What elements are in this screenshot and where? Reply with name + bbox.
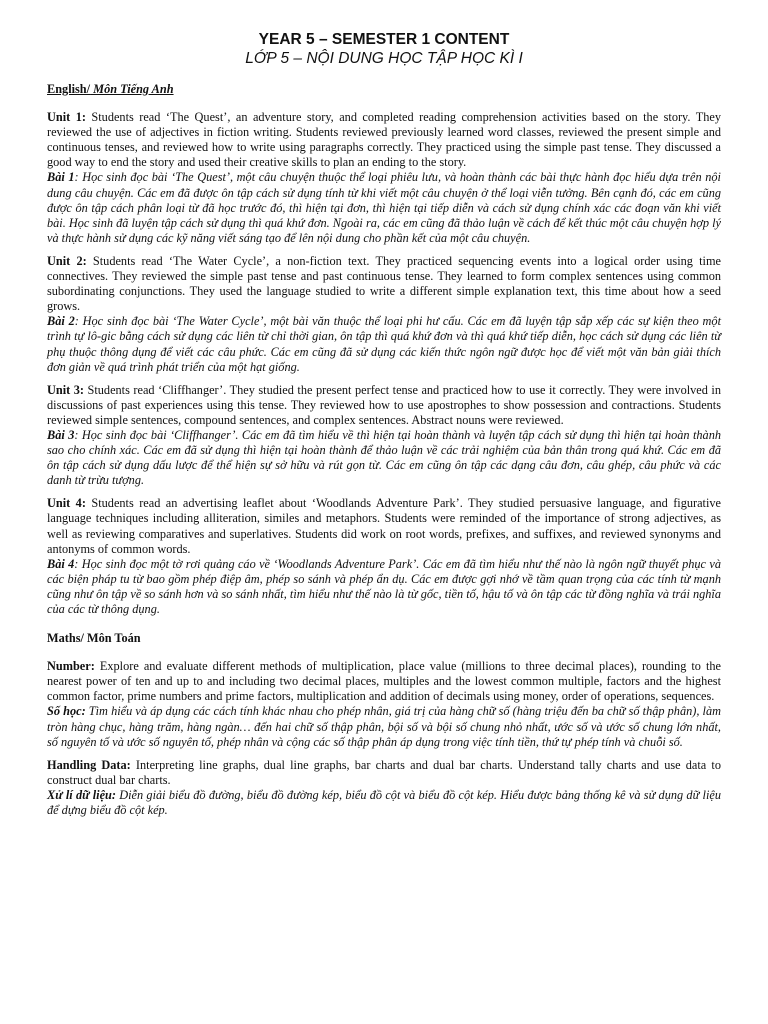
handling-data-label: Handling Data: [47, 757, 131, 772]
document-title-vietnamese: LỚP 5 – NỘI DUNG HỌC TẬP HỌC KÌ I [245, 50, 523, 67]
english-section-heading [47, 82, 721, 97]
unit-1-english-text [47, 110, 721, 170]
unit-2-description: Students read ‘The Water Cycle’, a non-fiction text. They practiced sequencing events into a logical order using time connectives. They reviewed the simple past tense and past continuous tense. They learned to form complex sentences using common subordinating conjunctions. They used the language studied to write a different simple explanation text, this time about how a seed grows. [47, 253, 721, 314]
number-label: Number: [47, 659, 95, 674]
unit-1-description: Students read ‘The Quest’, an adventure story, and completed reading comprehension activities based on the story. They reviewed the use of adjectives in fiction writing. Students reviewed previously learned word classes, reviewed the present simple and continuous tenses, and reviewed how to write using paragraphs correctly. They practiced using the simple past tense. They discussed a good way to end the story and used their creative skills to plan an ending to the story. [47, 110, 721, 170]
unit-3-label-vi: Bài 3 [47, 427, 75, 442]
maths-handling-data-topic [47, 758, 721, 818]
unit-2-english-text [47, 254, 721, 314]
handling-data-english-text [47, 758, 721, 788]
unit-2-label-vi: Bài 2 [47, 314, 75, 329]
unit-4-vietnamese-text [47, 557, 721, 617]
unit-4-label: Unit 4: [47, 496, 86, 511]
unit-2-label: Unit 2: [47, 253, 87, 268]
handling-data-description: Interpreting line graphs, dual line graphs, bar charts and dual bar charts. Understand tally charts and use data to construct dual bar charts. [47, 757, 721, 787]
english-unit-4 [47, 496, 721, 617]
unit-4-description-vi: : Học sinh đọc một tờ rơi quảng cáo về ‘Woodlands Adventure Park’. Các em đã tìm hiểu như thế nào là ngôn ngữ thuyết phục và các biện pháp tu từ bao gồm phép điệp âm, phép so sánh và phép ẩn dụ. Các em được gợi nhớ về tầm quan trọng của các tính từ mạnh cũng như ôn tập về so sánh hơn và so sánh nhất, tìm hiểu như thế nào là từ gốc, tiền tố, hậu tố và ôn tập các từ đồng nghĩa và trái nghĩa của các từ thông dụng. [47, 556, 721, 616]
number-vietnamese-text [47, 704, 721, 749]
unit-4-english-text [47, 496, 721, 556]
handling-data-label-vi: Xử lí dữ liệu: [47, 787, 116, 802]
english-unit-1 [47, 110, 721, 246]
handling-data-description-vi: Diễn giải biểu đồ đường, biểu đồ đường kép, biểu đồ cột và biểu đồ cột kép. Hiểu được bảng thống kê và sử dụng dữ liệu để dựng biểu đồ cột kép. [47, 787, 721, 818]
handling-data-vietnamese-text [47, 788, 721, 818]
unit-2-vietnamese-text [47, 314, 721, 374]
unit-4-label-vi: Bài 4 [47, 556, 75, 571]
english-unit-3 [47, 383, 721, 489]
document-title: YEAR 5 – SEMESTER 1 CONTENT [258, 31, 510, 48]
unit-1-label: Unit 1: [47, 110, 86, 125]
english-unit-2 [47, 254, 721, 375]
unit-1-vietnamese-text [47, 170, 721, 245]
unit-3-vietnamese-text [47, 428, 721, 488]
english-heading-vi: Môn Tiếng Anh [90, 82, 174, 96]
unit-3-description-vi: : Học sinh đọc bài ‘Cliffhanger’. Các em đã tìm hiểu về thì hiện tại hoàn thành và luyện tập cách sử dụng thì hiện tại hoàn thành sao cho chính xác. Các em đã sử dụng thì hiện tại hoàn thành để thảo luận về các trải nghiệm của bản thân trong quá khứ. Các em đã ôn tập cách sử dụng dấu lược để thể hiện sự sở hữu và rút gọn từ. Các em cũng ôn tập các dạng câu đơn, câu ghép, câu phức và các danh từ trừu tượng. [47, 427, 721, 488]
unit-3-description: Students read ‘Cliffhanger’. They studied the present perfect tense and practiced how to use it correctly. They were involved in discussions of past experiences using this tense. They reviewed how to use apostrophes to show possession and contractions. Students reviewed simple sentences, compound sentences, and complex sentences. Abstract nouns were reviewed. [47, 382, 721, 427]
number-english-text [47, 659, 721, 704]
number-description-vi: Tìm hiểu và áp dụng các cách tính khác nhau cho phép nhân, giá trị của hàng chữ số (hàng triệu đến ba chữ số thập phân), làm tròn hàng chục, hàng trăm, hàng ngàn… đến hai chữ số thập phân, bội số và bội số chung nhỏ nhất, ước số và ước số chung lớn nhất, số nguyên tố và ước số nguyên tố, phép nhân và cộng các số thập phân áp dụng trong việc tính tiền, thứ tự phép tính và chuỗi số. [47, 704, 721, 749]
number-label-vi: Số học: [47, 704, 86, 719]
maths-number-topic [47, 659, 721, 750]
unit-4-description: Students read an advertising leaflet about ‘Woodlands Adventure Park’. They studied persuasive language, and figurative language techniques including alliteration, similes and metaphors. Students were reminded of the importance of strong adjectives, as well as reviewing comparatives and superlatives. Students did work on root words, prefixes, and suffixes, and reviewed synonyms and antonyms of common words. [47, 496, 721, 556]
unit-3-english-text [47, 383, 721, 428]
unit-1-description-vi: : Học sinh đọc bài ‘The Quest’, một câu chuyện thuộc thể loại phiêu lưu, và hoàn thành các bài thực hành đọc hiểu dựa trên nội dung câu chuyện. Các em đã được ôn tập cách sử dụng tính từ khi viết một câu chuyện ở thể loại viễn tưởng. Bên cạnh đó, các em cũng được ôn tập cách phân loại từ đã học trước đó, thì hiện tại đơn, thì hiện tại tiếp diễn và cách sử dụng chính xác các đoạn văn khi viết bài. Học sinh đã luyện tập cách sử dụng thì quá khứ đơn. Ngoài ra, các em cũng đã thảo luận về cách để kết thúc một câu chuyện hợp lý và thực hành sử dụng các kỹ năng viết sáng tạo để lên nội dung cho phần kết của một câu chuyện. [47, 170, 721, 245]
document-page [47, 30, 721, 826]
english-heading-en: English/ [47, 82, 91, 96]
number-description: Explore and evaluate different methods of multiplication, place value (millions to three decimal places), rounding to the nearest power of ten and up to and including two decimal places, multiples and the lowest common multiple, factors and the highest common factor, prime numbers and prime factors, multiplication and addition of decimals using money, order of operations, sequences. [47, 659, 721, 704]
unit-1-label-vi: Bài 1 [47, 170, 75, 185]
unit-2-description-vi: : Học sinh đọc bài ‘The Water Cycle’, một bài văn thuộc thể loại phi hư cấu. Các em đã luyện tập sắp xếp các sự kiện theo một trình tự lô-gic bằng cách sử dụng các liên từ chỉ thời gian, ôn tập thì quá khứ đơn và thì quá khứ tiếp diễn, học cách sử dụng các liên từ phụ thuộc thông dụng để viết các câu phức. Các em cũng đã sử dụng các kiến thức ngôn ngữ được học để viết một văn bản giải thích đơn giản về quá trình phát triển của một hạt giống. [47, 314, 721, 374]
unit-3-label: Unit 3: [47, 382, 84, 397]
maths-section-heading: Maths/ Môn Toán [47, 631, 141, 646]
